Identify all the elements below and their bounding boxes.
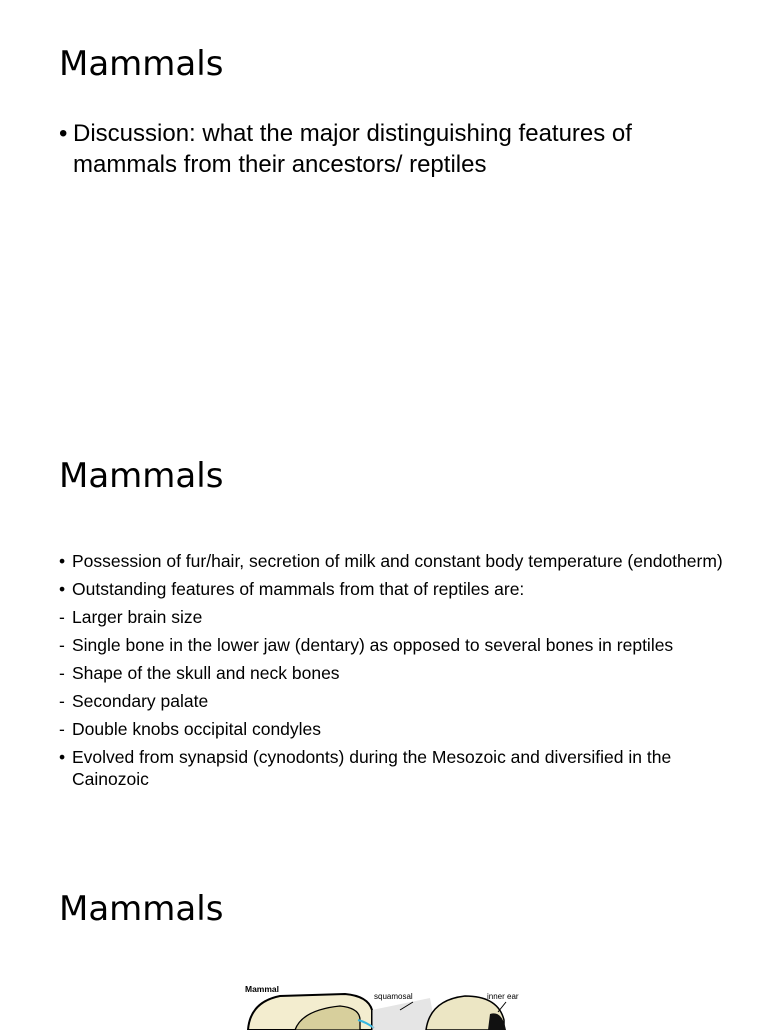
list-item-text: Larger brain size <box>72 607 203 627</box>
list-item-text: Shape of the skull and neck bones <box>72 663 340 683</box>
list-item-text: Double knobs occipital condyles <box>72 719 322 739</box>
bullet-marker: • <box>59 747 66 767</box>
dash-marker: - <box>59 607 65 627</box>
list-item-text: Possession of fur/hair, secretion of milk and constant body temperature (endotherm) <box>72 551 723 571</box>
diagram-label-squamosal: squamosal <box>374 992 413 1001</box>
diagram-label-inner-ear: inner ear <box>487 992 519 1001</box>
diagram-label-mammal: Mammal <box>245 984 280 994</box>
inner-ear-pointer <box>498 1002 506 1012</box>
bullet-marker: • <box>59 579 66 599</box>
bullet-marker: • <box>59 551 66 571</box>
list-item-text: Secondary palate <box>72 691 209 711</box>
dash-marker: - <box>59 663 65 683</box>
slide-title: Mammals <box>59 456 224 496</box>
dash-marker: - <box>59 635 65 655</box>
slide-title: Mammals <box>59 44 224 84</box>
dash-marker: - <box>59 691 65 711</box>
dash-marker: - <box>59 719 65 739</box>
list-item-text: Outstanding features of mammals from that of reptiles are: <box>72 579 525 599</box>
list-item-text: Single bone in the lower jaw (dentary) as opposed to several bones in reptiles <box>72 635 674 655</box>
list-item: • Discussion: what the major distinguishing features of mammals from their ancestors/ reptiles <box>59 118 709 180</box>
skull-illustration <box>240 980 540 1030</box>
list-item-text: Evolved from synapsid (cynodonts) during the Mesozoic and diversified in the Cainozoic <box>72 747 672 789</box>
slide-title: Mammals <box>59 889 224 929</box>
skull-diagram <box>240 980 540 1030</box>
